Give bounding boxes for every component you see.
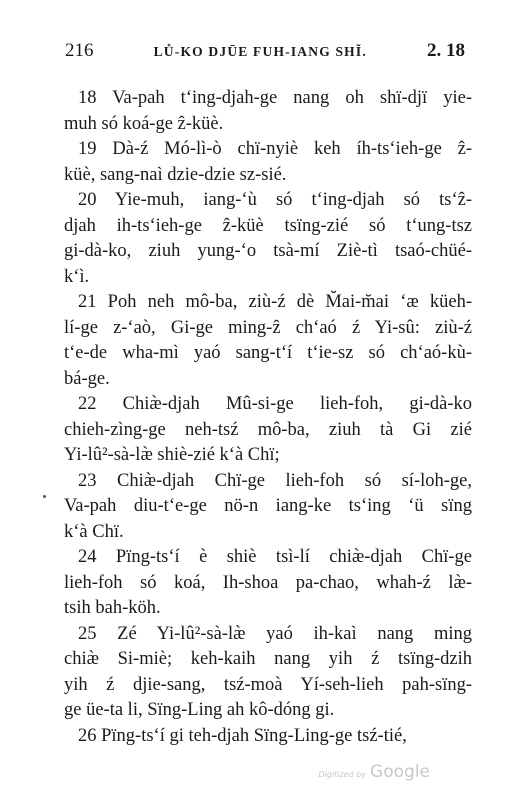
verse-line: bá-ge. (64, 368, 110, 389)
verse-line: ge üe-ta li, Sïng-Ling ah kô-dóng gi. (64, 700, 335, 720)
google-logo: Google (370, 762, 430, 782)
page-header (65, 40, 465, 68)
verse-first-line: 19 Dà-ź Mó-lì-ò chï-nyiè keh íh-ts‘ieh-ge ẑ- (78, 139, 472, 159)
scan-speck (43, 495, 46, 498)
verse-first-line: 20 Yie-muh, iang-‘ù só t‘ing-djah só ts‘ẑ- (78, 190, 472, 210)
verse-first-line: 24 Pïng-ts‘í è shiè tsì-lí chiæ̀-djah Chï-ge (78, 547, 472, 567)
page-number: 216 (65, 40, 94, 61)
verse-23 (64, 469, 472, 546)
verse-line: yih ź djie-sang, tsź-moà Yí-seh-lieh pah-sïng- (64, 674, 472, 695)
verse-line: chiæ̀ Si-miè; keh-kaih nang yih ź tsïng-dzih (64, 649, 472, 669)
verse-line: k‘à Chï. (64, 521, 124, 542)
verse-line: lí-ge z-‘aò, Gi-ge ming-ẑ ch‘aó ź Yi-sû: ziù-ź (64, 317, 472, 338)
verse-line: k‘ì. (64, 266, 90, 287)
verse-line: lieh-foh só koá, Ih-shoa pa-chao, whah-ź læ̀- (64, 572, 472, 593)
verse-first-line: 22 Chiæ̀-djah Mû-si-ge lieh-foh, gi-dà-ko (78, 394, 472, 414)
digitized-by-label: Digitized by (318, 770, 367, 779)
verse-26 (64, 724, 472, 750)
google-watermark (318, 762, 430, 782)
verse-first-line: 25 Zé Yi-lû²-sà-læ̀ yaó ih-kaì nang ming (78, 623, 472, 644)
verse-line: djah ih-ts‘ieh-ge ẑ-küè tsïng-zié só t‘ung-tsz (64, 215, 472, 236)
verse-line: t‘e-de wha-mì yaó sang-t‘í t‘ie-sz só ch‘aó-kù- (64, 343, 472, 363)
verse-line: küè, sang-naì dzie-dzie sz-sié. (64, 164, 287, 185)
chapter-reference: 2. 18 (427, 40, 465, 61)
verse-first-line: 26 Pïng-ts‘í gi teh-djah Sïng-Ling-ge tsź-tié, (78, 725, 407, 746)
verse-first-line: 18 Va-pah t‘ing-djah-ge nang oh shï-djï yie- (78, 88, 472, 108)
running-title: LŮ-KO DJŪE FUH-IANG SHĬ. (153, 44, 367, 59)
verse-20 (64, 188, 472, 290)
verse-19 (64, 137, 472, 188)
verse-24 (64, 545, 472, 622)
verse-22 (64, 392, 472, 469)
verse-line: Va-pah diu-t‘e-ge nö-n iang-ke ts‘ing ‘ü sïng (64, 496, 472, 516)
verse-line: gi-dà-ko, ziuh yung-‘o tsà-mí Ziè-tì tsaó-chüé- (64, 241, 472, 261)
verse-25 (64, 622, 472, 724)
verse-line: muh só koá-ge ẑ-küè. (64, 113, 224, 134)
verse-18 (64, 86, 472, 137)
verse-line: tsih bah-köh. (64, 598, 161, 618)
verse-first-line: 21 Poh neh mô-ba, ziù-ź dè M̆ai-m̆ai ‘æ küeh- (78, 292, 472, 312)
verse-line: chieh-zìng-ge neh-tsź mô-ba, ziuh tà Gi zié (64, 419, 472, 440)
verse-line: Yi-lû²-sà-læ̀ shiè-zié k‘à Chï; (64, 445, 280, 465)
verse-first-line: 23 Chiæ̀-djah Chï-ge lieh-foh só sí-loh-ge, (78, 470, 472, 491)
scripture-text (64, 86, 472, 749)
verse-21 (64, 290, 472, 392)
